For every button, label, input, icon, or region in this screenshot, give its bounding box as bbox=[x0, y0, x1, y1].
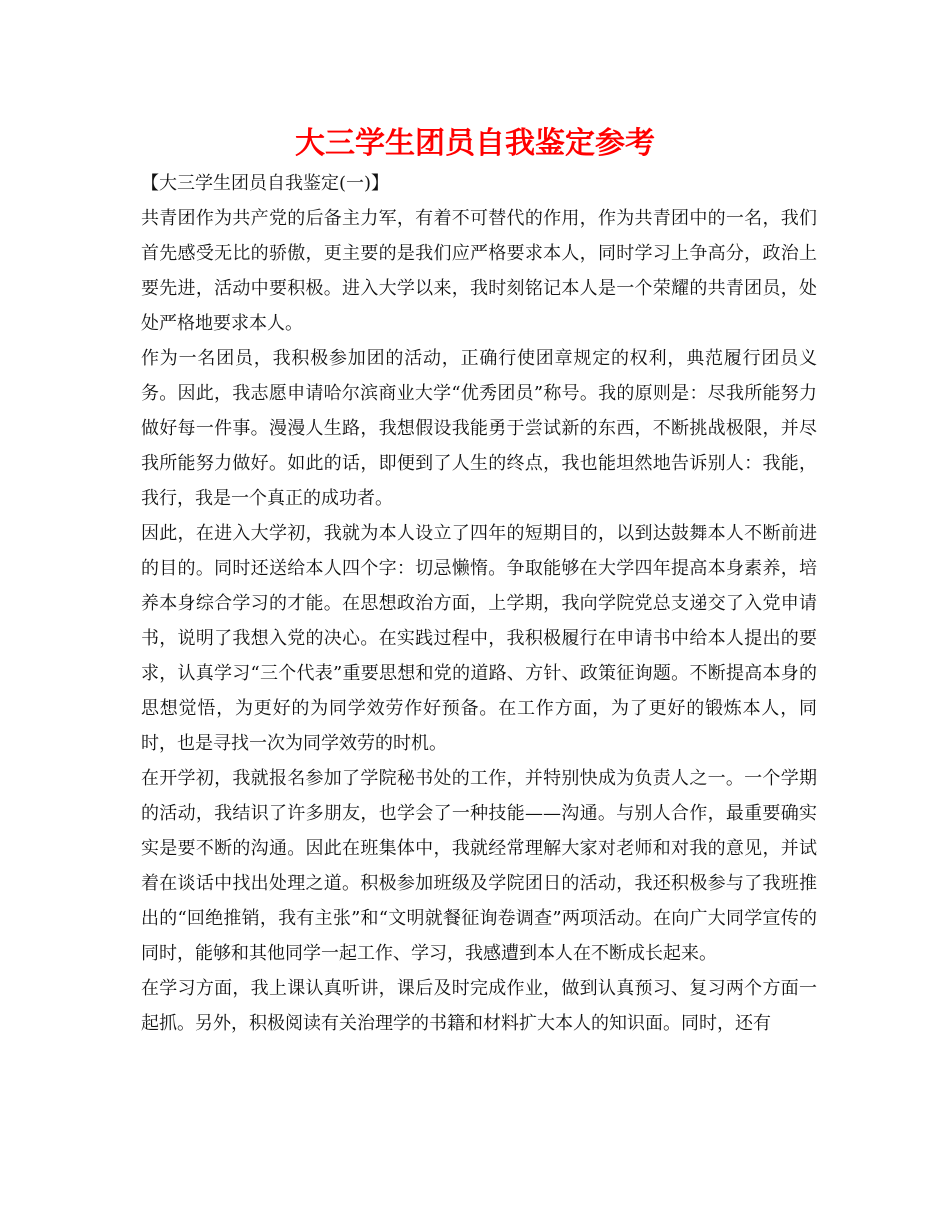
section-heading: 【大三学生团员自我鉴定(一)】 bbox=[141, 173, 390, 194]
document-body bbox=[141, 166, 817, 1041]
paragraph-2: 作为一名团员，我积极参加团的活动，正确行使团章规定的权利，典范履行团员义务。因此，我志愿申请哈尔滨商业大学“优秀团员”称号。我的原则是：尽我所能努力做好每一件事。漫漫人生路，我想假设我能勇于尝试新的东西，不断挑战极限，并尽我所能努力做好。如此的话，即便到了人生的终点，我也能坦然地告诉别人：我能，我行，我是一个真正的成功者。 bbox=[141, 348, 817, 509]
paragraph-5: 在学习方面，我上课认真听讲，课后及时完成作业，做到认真预习、复习两个方面一起抓。另外，积极阅读有关治理学的书籍和材料扩大本人的知识面。同时，还有 bbox=[141, 978, 817, 1034]
paragraph-4: 在开学初，我就报名参加了学院秘书处的工作，并特别快成为负责人之一。一个学期的活动，我结识了许多朋友，也学会了一种技能——沟通。与别人合作，最重要确实实是要不断的沟通。因此在班集体中，我就经常理解大家对老师和对我的意见，并试着在谈话中找出处理之道。积极参加班级及学院团日的活动，我还积极参与了我班推出的“回绝推销，我有主张”和“文明就餐征询卷调查”两项活动。在向广大同学宣传的同时，能够和其他同学一起工作、学习，我感遭到本人在不断成长起来。 bbox=[141, 768, 817, 964]
paragraph-1: 共青团作为共产党的后备主力军，有着不可替代的作用，作为共青团中的一名，我们首先感受无比的骄傲，更主要的是我们应严格要求本人，同时学习上争高分，政治上要先进，活动中要积极。进入大学以来，我时刻铭记本人是一个荣耀的共青团员，处处严格地要求本人。 bbox=[141, 208, 817, 334]
document-title: 大三学生团员自我鉴定参考 bbox=[295, 126, 655, 161]
paragraph-3: 因此，在进入大学初，我就为本人设立了四年的短期目的，以到达鼓舞本人不断前进的目的。同时还送给本人四个字：切忌懒惰。争取能够在大学四年提高本身素养，培养本身综合学习的才能。在思想政治方面，上学期，我向学院党总支递交了入党申请书，说明了我想入党的决心。在实践过程中，我积极履行在申请书中给本人提出的要求，认真学习“三个代表”重要思想和党的道路、方针、政策征询题。不断提高本身的思想觉悟，为更好的为同学效劳作好预备。在工作方面，为了更好的锻炼本人，同时，也是寻找一次为同学效劳的时机。 bbox=[141, 523, 817, 754]
